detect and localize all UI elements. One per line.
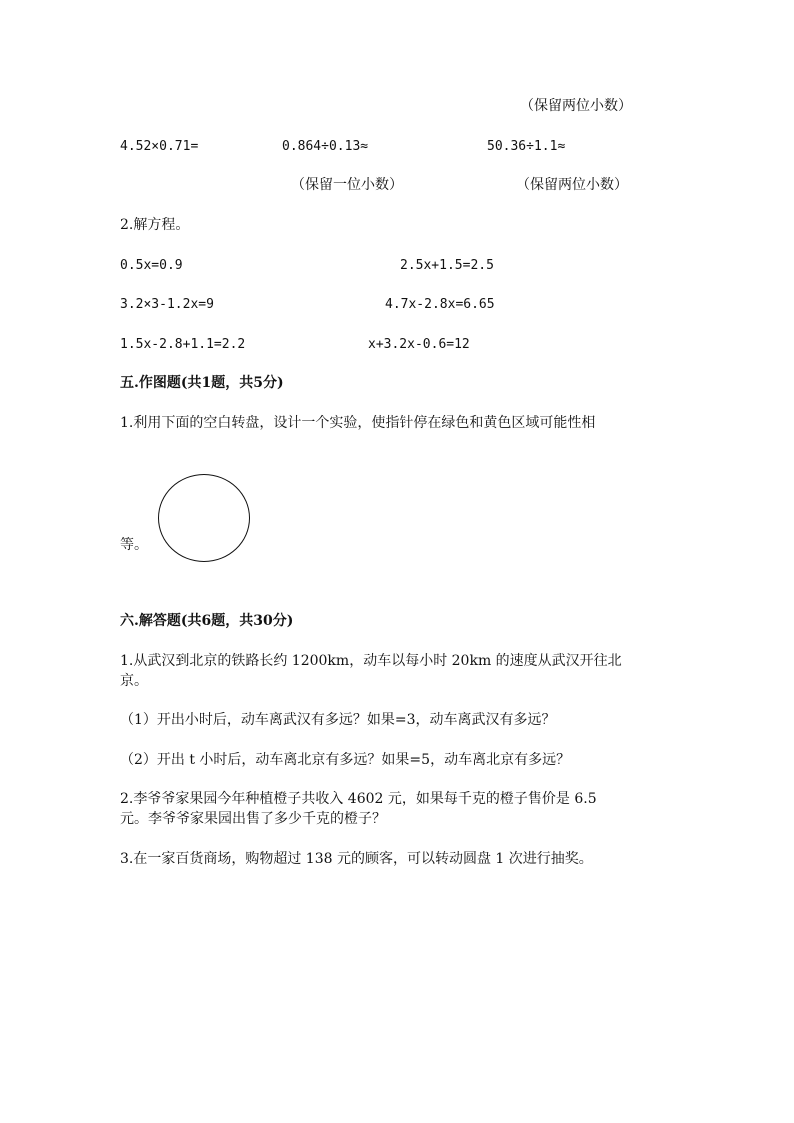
section-6-question-2-line-2: 元。李爷爷家果园出售了多少千克的橙子？ xyxy=(120,811,386,827)
equation-3: 3.2×3-1.2x=9 xyxy=(120,297,214,312)
calc-expr-1: 4.52×0.71= xyxy=(120,139,199,154)
calc-note-3: （保留两位小数） xyxy=(516,177,628,193)
section-6-question-1-line-1: 1.从武汉到北京的铁路长约 1200km，动车以每小时 20km 的速度从武汉开往北 xyxy=(120,653,622,669)
calc-expr-3: 50.36÷1.1≈ xyxy=(487,139,566,154)
section-6-heading: 六.解答题(共6题，共30分) xyxy=(120,613,294,629)
top-note: （保留两位小数） xyxy=(520,98,632,114)
equation-2: 2.5x+1.5=2.5 xyxy=(400,258,494,273)
section-6-question-1-sub-2: （2）开出 t 小时后，动车离北京有多远？如果=5，动车离北京有多远？ xyxy=(120,752,571,768)
section-6-question-1-line-2: 京。 xyxy=(120,673,148,689)
equation-4: 4.7x-2.8x=6.65 xyxy=(385,297,495,312)
equation-1: 0.5x=0.9 xyxy=(120,258,183,273)
spinner-circle xyxy=(158,474,250,562)
equation-6: x+3.2x-0.6=12 xyxy=(368,337,470,352)
section-6-question-2-line-1: 2.李爷爷家果园今年种植橙子共收入 4602 元，如果每千克的橙子售价是 6.5 xyxy=(120,791,597,807)
calc-expr-2: 0.864÷0.13≈ xyxy=(282,139,369,154)
question-2-title: 2.解方程。 xyxy=(120,217,190,233)
section-6-question-3-line-1: 3.在一家百货商场，购物超过 138 元的顾客，可以转动圆盘 1 次进行抽奖。 xyxy=(120,851,593,867)
section-5-question-1-line-1: 1.利用下面的空白转盘，设计一个实验，使指针停在绿色和黄色区域可能性相 xyxy=(120,415,596,431)
section-5-heading: 五.作图题(共1题，共5分) xyxy=(120,375,284,391)
equation-5: 1.5x-2.8+1.1=2.2 xyxy=(120,337,246,352)
section-6-question-1-sub-1: （1）开出小时后，动车离武汉有多远？如果=3，动车离武汉有多远？ xyxy=(120,712,556,728)
calc-note-2: （保留一位小数） xyxy=(291,177,403,193)
section-5-question-1-line-2: 等。 xyxy=(120,537,148,553)
